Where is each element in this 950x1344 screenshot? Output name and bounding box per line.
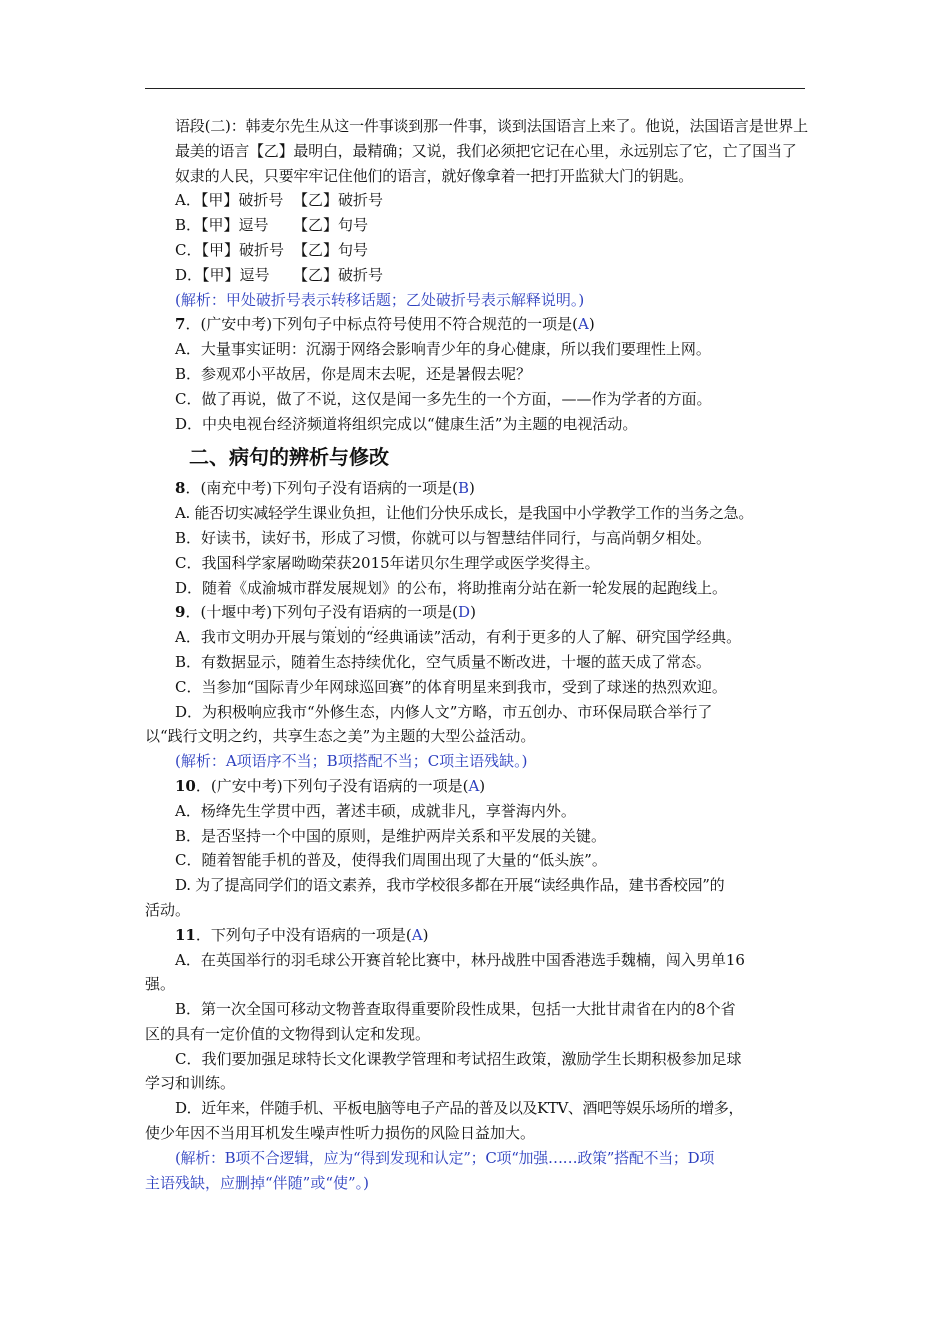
q11-option-d-line2: 使少年因不当用耳机发生噪声性听力损伤的风险日益加大。 bbox=[145, 1124, 536, 1143]
q11-analysis-line1: (解析：B项不合逻辑，应为“得到发现和认定”；C项“加强……政策”搭配不当；D项 bbox=[175, 1148, 715, 1167]
q8-number: 8 bbox=[175, 479, 186, 498]
q10-close: ) bbox=[479, 776, 486, 795]
q6-option-c-label: C．【甲】破折号 bbox=[175, 240, 284, 259]
q10-option-b: B．是否坚持一个中国的原则，是维护两岸关系和平发展的关键。 bbox=[175, 826, 607, 845]
q7-number: 7 bbox=[175, 315, 186, 334]
q7-option-b: B．参观邓小平故居，你是周末去呢，还是暑假去呢？ bbox=[175, 364, 532, 383]
q9-stem-b: 的一项是( bbox=[392, 603, 459, 622]
q9-stem-emphasis: 没有语病 • • • • bbox=[332, 603, 392, 621]
q7-close: ) bbox=[588, 315, 595, 334]
page-content bbox=[145, 114, 810, 1195]
q7-option-a: A．大量事实证明：沉溺于网络会影响青少年的身心健康，所以我们要理性上网。 bbox=[175, 340, 711, 359]
q6-options bbox=[145, 188, 810, 287]
q11-option-a-line1: A．在英国举行的羽毛球公开赛首轮比赛中，林丹战胜中国香港选手魏楠，闯入男单16 bbox=[175, 950, 745, 969]
q7-stem-text: ．(广安中考)下列句子中标点符号使用不符合规范的一项是( bbox=[185, 315, 578, 334]
q6-option-b-label: B．【甲】逗号 bbox=[175, 216, 269, 235]
q6-option-d-b: 【乙】破折号 bbox=[293, 265, 384, 284]
q11-answer: A bbox=[411, 925, 423, 944]
section-2-title: 二、病句的辨析与修改 bbox=[189, 445, 389, 470]
q9-number: 9 bbox=[175, 603, 186, 622]
q9-option-d-line1: D．为积极响应我市“外修生态，内修人文”方略，市五创办、市环保局联合举行了 bbox=[175, 702, 713, 721]
q9-option-b: B．有数据显示，随着生态持续优化，空气质量不断改进，十堰的蓝天成了常态。 bbox=[175, 652, 712, 671]
q11-option-c-line1: C．我们要加强足球特长文化课教学管理和考试招生政策，激励学生长期积极参加足球 bbox=[175, 1049, 742, 1068]
q8-option-c: C．我国科学家屠呦呦荣获2015年诺贝尔生理学或医学奖得主。 bbox=[175, 553, 600, 572]
q6-option-a-b: 【乙】破折号 bbox=[293, 191, 384, 210]
q8-answer: B bbox=[458, 479, 470, 498]
q6-option-b-b: 【乙】句号 bbox=[293, 216, 369, 235]
q7-option-d: D．中央电视台经济频道将组织完成以“健康生活”为主题的电视活动。 bbox=[175, 414, 638, 433]
q9-stem bbox=[145, 600, 810, 625]
q11-option-d-line1: D．近年来，伴随手机、平板电脑等电子产品的普及以及KTV、酒吧等娱乐场所的增多， bbox=[175, 1099, 744, 1118]
q11-option-b-line1: B．第一次全国可移动文物普查取得重要阶段性成果，包括一大批甘肃省在内的8个省 bbox=[175, 1000, 736, 1019]
q11-option-a-line2: 强。 bbox=[145, 975, 176, 994]
q10-option-a: A．杨绛先生学贯中西，著述丰硕，成就非凡，享誉海内外。 bbox=[175, 801, 576, 820]
q6-option-b bbox=[145, 213, 810, 238]
q9-close: ) bbox=[470, 603, 476, 622]
q9-option-c: C．当参加“国际青少年网球巡回赛”的体育明星来到我市，受到了球迷的热烈欢迎。 bbox=[175, 677, 727, 696]
q9-option-a: A．我市文明办开展与策划的“经典诵读”活动，有利于更多的人了解、研究国学经典。 bbox=[175, 628, 742, 647]
q11-analysis-line2: 主语残缺，应删掉“伴随”或“使”。) bbox=[145, 1173, 370, 1192]
q6-analysis: (解析：甲处破折号表示转移话题；乙处破折号表示解释说明。) bbox=[175, 290, 585, 309]
q11-stem-text: ．下列句子中没有语病的一项是( bbox=[195, 925, 412, 944]
q6-option-c-b: 【乙】句号 bbox=[293, 240, 369, 259]
q6-option-d-label: D．【甲】逗号 bbox=[175, 265, 270, 284]
q7-option-c: C．做了再说，做了不说，这仅是闻一多先生的一个方面，——作为学者的方面。 bbox=[175, 389, 712, 408]
q8-option-d: D．随着《成渝城市群发展规划》的公布，将助推南分站在新一轮发展的起跑线上。 bbox=[175, 578, 728, 597]
q6-option-c bbox=[145, 238, 810, 263]
q11-close: ) bbox=[422, 925, 429, 944]
q7-answer: A bbox=[578, 315, 589, 334]
q9-analysis: (解析：A项语序不当；B项搭配不当；C项主语残缺。) bbox=[175, 752, 528, 771]
q10-option-c: C．随着智能手机的普及，使得我们周围出现了大量的“低头族”。 bbox=[175, 851, 607, 870]
q6-option-a bbox=[145, 188, 810, 213]
q6-option-d bbox=[145, 263, 810, 288]
header-rule bbox=[145, 88, 805, 89]
q11-option-b-line2: 区的具有一定价值的文物得到认定和发现。 bbox=[145, 1024, 431, 1043]
q11-number: 11 bbox=[175, 925, 196, 944]
q10-option-d-line1: D. 为了提高同学们的语文素养，我市学校很多都在开展“读经典作品，建书香校园”的 bbox=[175, 876, 725, 895]
q10-option-d-line2: 活动。 bbox=[145, 900, 191, 919]
q8-option-b: B．好读书，读好书，形成了习惯，你就可以与智慧结伴同行，与高尚朝夕相处。 bbox=[175, 528, 712, 547]
q9-answer: D bbox=[458, 603, 471, 622]
q9-stem-a: ．(十堰中考)下列句子 bbox=[185, 603, 333, 622]
q10-stem bbox=[145, 774, 810, 799]
q10-number: 10 bbox=[175, 776, 196, 795]
q7-stem bbox=[145, 312, 810, 337]
q11-option-c-line2: 学习和训练。 bbox=[145, 1074, 236, 1093]
q8-stem-text: ．(南充中考)下列句子没有语病的一项是( bbox=[185, 479, 458, 498]
q10-answer: A bbox=[468, 776, 480, 795]
q10-stem-text: ．(广安中考)下列句子没有语病的一项是( bbox=[195, 776, 469, 795]
q11-stem bbox=[145, 923, 810, 948]
q8-stem bbox=[145, 476, 810, 501]
q6-option-a-label: A．【甲】破折号 bbox=[175, 191, 284, 210]
q8-close: ) bbox=[469, 479, 475, 498]
q8-option-a: A. 能否切实减轻学生课业负担，让他们分快乐成长，是我国中小学教学工作的当务之急。 bbox=[175, 504, 754, 523]
q9-option-d-line2: 以“践行文明之约，共享生态之美”为主题的大型公益活动。 bbox=[145, 727, 536, 746]
passage-2: 语段(二)：韩麦尔先生从这一件事谈到那一件事，谈到法国语言上来了。他说，法国语言是世界上最美的语言【乙】最明白，最精确；又说，我们必须把它记在心里，永远别忘了它，亡了国当了奴隶的人民，只要牢牢记住他们的语言，就好像拿着一把打开监狱大门的钥匙。 bbox=[175, 117, 808, 185]
